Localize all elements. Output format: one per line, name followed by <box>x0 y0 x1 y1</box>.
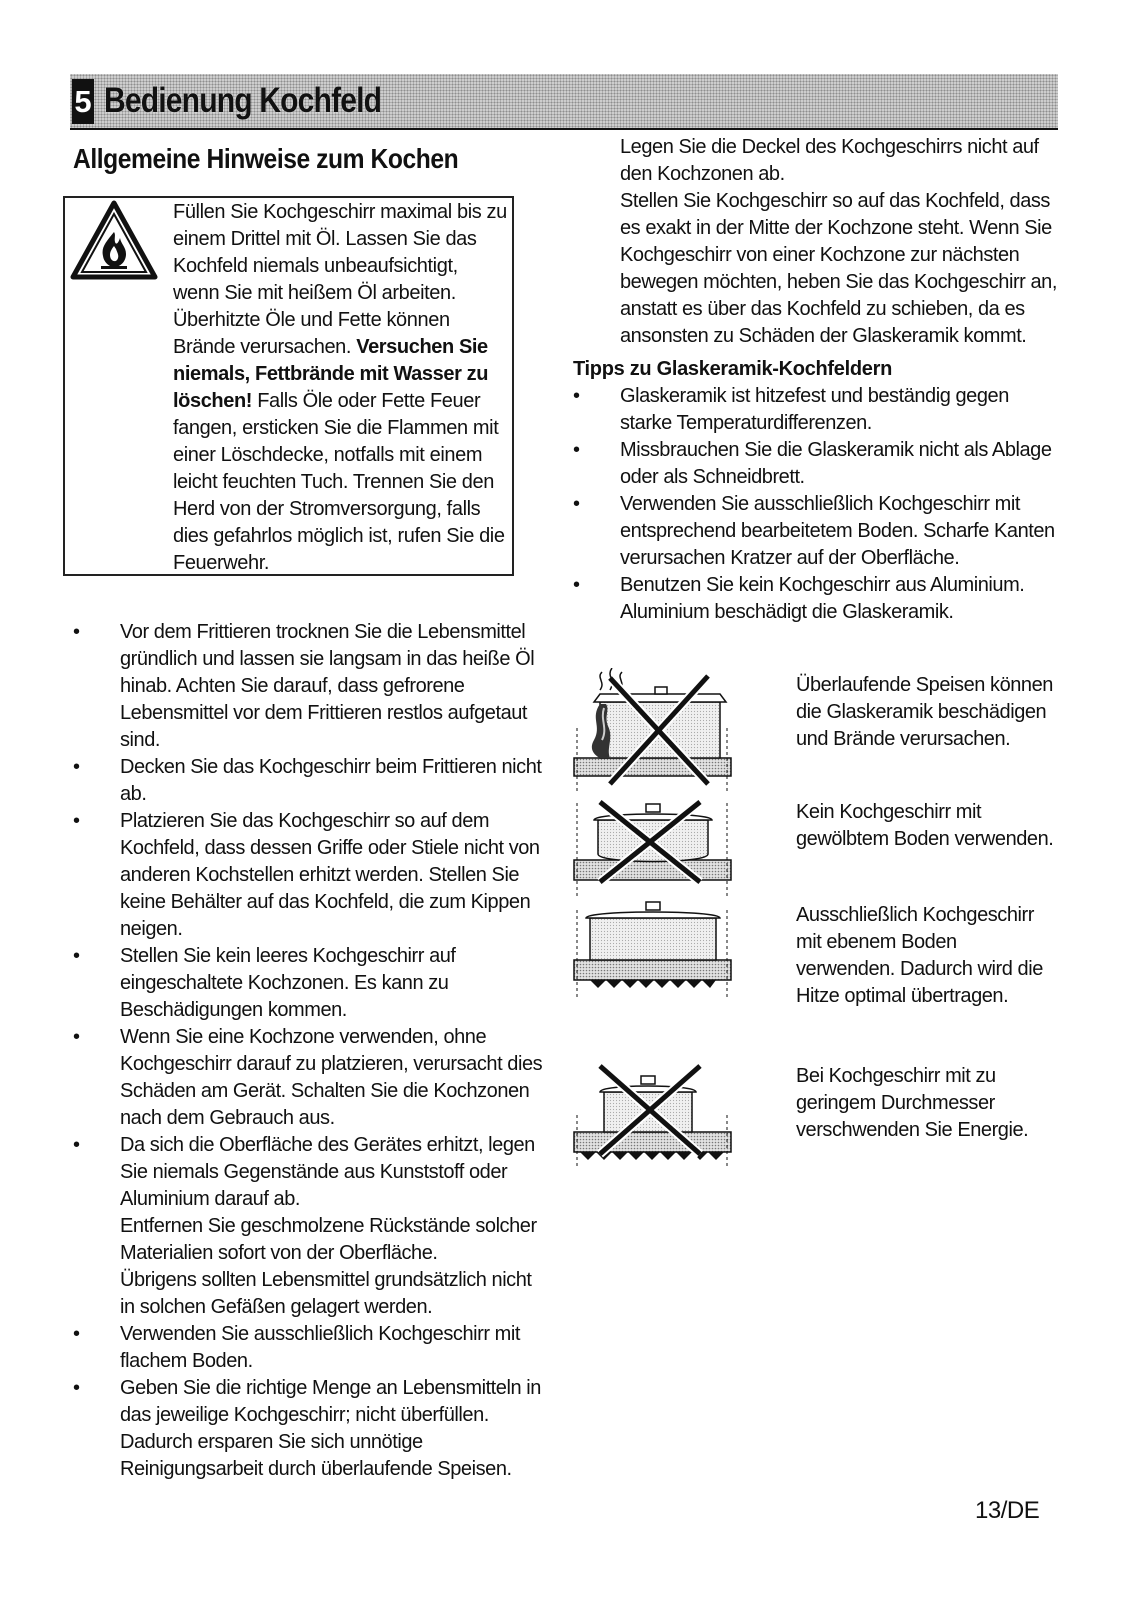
bullet-dot: • <box>573 574 580 596</box>
list-item <box>73 943 543 1024</box>
flat-bottom-pot-icon <box>570 900 735 1000</box>
list-item-text: Decken Sie das Kochgeschirr beim Frittieren nicht ab. <box>120 756 542 805</box>
paragraph: Stellen Sie Kochgeschirr so auf das Kochfeld, dass es exakt in der Mitte der Kochzone steht. Wenn Sie Kochgeschirr von einer Kochzone zur nächsten bewegen möchten, heben Sie das Kochgeschirr an, anstatt es über das Kochfeld zu schieben, da es ansonsten zu Schäden der Glaskeramik kommt. <box>620 190 1057 347</box>
warning-text-post: Falls Öle oder Fette Feuer fangen, ersticken Sie die Flammen mit einer Löschdecke, notfalls mit einem leicht feuchten Tuch. Trennen Sie den Herd von der Stromversorgung, falls dies gefahrlos möglich ist, rufen Sie die Feuerwehr. <box>173 390 505 574</box>
subheading: Allgemeine Hinweise zum Kochen <box>73 143 459 174</box>
list-item <box>73 1024 543 1132</box>
section-number: 5 <box>72 79 94 124</box>
list-item <box>73 808 543 943</box>
bullet-dot: • <box>573 439 580 461</box>
bullet-dot: • <box>73 1323 80 1345</box>
bullet-dot: • <box>73 621 80 643</box>
list-item <box>573 491 1063 572</box>
small-pot-crossed-icon <box>570 1060 735 1168</box>
list-item-text: Stellen Sie kein leeres Kochgeschirr auf eingeschaltete Kochzonen. Es kann zu Beschädigungen kommen. <box>120 945 456 1021</box>
figure-caption: Bei Kochgeschirr mit zu geringem Durchmesser verschwenden Sie Energie. <box>796 1065 1029 1141</box>
figure-caption: Kein Kochgeschirr mit gewölbtem Boden verwenden. <box>796 801 1054 850</box>
list-item <box>73 1375 543 1483</box>
list-item-text: Missbrauchen Sie die Glaskeramik nicht als Ablage oder als Schneidbrett. <box>620 439 1052 488</box>
list-item <box>573 383 1063 437</box>
bullet-dot: • <box>73 1026 80 1048</box>
page-number: 13/DE <box>975 1497 1040 1524</box>
paragraph: Legen Sie die Deckel des Kochgeschirrs nicht auf den Kochzonen ab. <box>620 136 1039 185</box>
list-item <box>73 754 543 808</box>
bullet-dot: • <box>73 810 80 832</box>
section-title: Bedienung Kochfeld <box>104 81 382 120</box>
bullet-dot: • <box>73 1134 80 1156</box>
list-item-text: Benutzen Sie kein Kochgeschirr aus Aluminium. Aluminium beschädigt die Glaskeramik. <box>620 574 1025 623</box>
list-item-text: Verwenden Sie ausschließlich Kochgeschirr mit flachem Boden. <box>120 1323 520 1372</box>
right-column <box>573 134 1063 626</box>
list-item-text: Glaskeramik ist hitzefest und beständig gegen starke Temperaturdifferenzen. <box>620 385 1009 434</box>
bullet-dot: • <box>73 1377 80 1399</box>
fire-warning-icon <box>70 200 158 280</box>
list-item <box>73 1321 543 1375</box>
list-item-text: Wenn Sie eine Kochzone verwenden, ohne Kochgeschirr darauf zu platzieren, verursacht dies Schäden am Gerät. Schalten Sie die Kochzonen nach dem Gebrauch aus. <box>120 1026 543 1129</box>
list-item <box>573 437 1063 491</box>
warning-text-bold: Versuchen Sie niemals, Fettbrände mit Wasser zu löschen! <box>173 336 489 412</box>
list-item <box>573 572 1063 626</box>
bullet-dot: • <box>573 385 580 407</box>
curved-bottom-pot-crossed-icon <box>570 798 735 898</box>
list-item-text: Platzieren Sie das Kochgeschirr so auf dem Kochfeld, dass dessen Griffe oder Stiele nicht von anderen Kochstellen erhitzt werden. Stellen Sie keine Behälter auf das Kochfeld, die zum Kippen neigen. <box>120 810 540 940</box>
overflowing-pot-crossed-icon <box>570 668 735 793</box>
figure-caption: Ausschließlich Kochgeschirr mit ebenem Boden verwenden. Dadurch wird die Hitze optimal übertragen. <box>796 904 1043 1007</box>
tipps-heading: Tipps zu Glaskeramik-Kochfeldern <box>573 358 893 380</box>
bullet-dot: • <box>573 493 580 515</box>
list-item-text: Vor dem Frittieren trocknen Sie die Lebensmittel gründlich und lassen sie langsam in das heiße Öl hinab. Achten Sie darauf, dass gefrorene Lebensmittel vor dem Frittieren restlos aufgetaut sind. <box>120 621 535 751</box>
list-item <box>73 619 543 754</box>
list-item-text: Geben Sie die richtige Menge an Lebensmitteln in das jeweilige Kochgeschirr; nicht überfüllen. Dadurch ersparen Sie sich unnötige Reinigungsarbeit durch überlaufende Speisen. <box>120 1377 541 1480</box>
list-item-text: Da sich die Oberfläche des Gerätes erhitzt, legen Sie niemals Gegenstände aus Kunststoff oder Aluminium darauf ab. <box>120 1134 535 1210</box>
warning-text <box>173 199 508 577</box>
list-item-extra: Übrigens sollten Lebensmittel grundsätzlich nicht in solchen Gefäßen gelagert werden. <box>120 1269 532 1318</box>
figure-caption: Überlaufende Speisen können die Glaskeramik beschädigen und Brände verursachen. <box>796 674 1053 750</box>
warning-text-pre: Füllen Sie Kochgeschirr maximal bis zu einem Drittel mit Öl. Lassen Sie das Kochfeld niemals unbeaufsichtigt, wenn Sie mit heißem Öl arbeiten. Überhitzte Öle und Fette können Brände verursachen. <box>173 201 507 358</box>
bullet-dot: • <box>73 756 80 778</box>
bullet-dot: • <box>73 945 80 967</box>
list-item <box>73 1132 543 1321</box>
list-item-extra: Entfernen Sie geschmolzene Rückstände solcher Materialien sofort von der Oberfläche. <box>120 1215 537 1264</box>
left-bullet-list <box>73 619 543 1483</box>
list-item-text: Verwenden Sie ausschließlich Kochgeschirr mit entsprechend bearbeitetem Boden. Scharfe Kanten verursachen Kratzer auf der Oberfläche. <box>620 493 1055 569</box>
